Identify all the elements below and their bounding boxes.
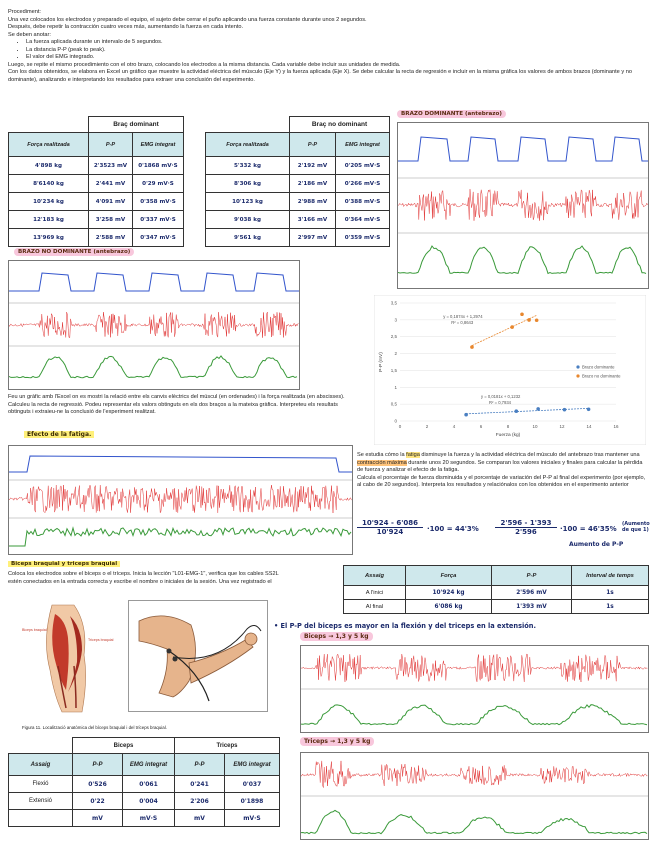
emg-chart-triceps bbox=[301, 753, 648, 839]
col-header: Força bbox=[406, 566, 492, 586]
y-tick-label: 0 bbox=[394, 418, 397, 424]
col-header: Assaig bbox=[9, 754, 73, 776]
data-point bbox=[470, 345, 474, 349]
cell: 3'258 mV bbox=[89, 211, 133, 229]
table-row bbox=[9, 175, 184, 193]
equation-label: y = 0,0181x + 0,1232 bbox=[481, 394, 521, 400]
text-span: Se estudia cómo la bbox=[357, 452, 407, 458]
cell: mV bbox=[175, 810, 225, 827]
y-tick-label: 3,5 bbox=[390, 300, 397, 306]
triceps-chart-label bbox=[300, 738, 374, 745]
intro-line: Una vez colocados los electrodos y preparado el equipo, el sujeto debe cerrar el puño aplicando una fuerza constante durante unos 2 segundos. bbox=[8, 16, 367, 23]
table-row bbox=[206, 157, 390, 175]
cell: 9'038 kg bbox=[206, 211, 290, 229]
y-tick-label: 1,5 bbox=[390, 367, 397, 373]
cell: 0'1868 mV·S bbox=[133, 157, 184, 175]
cell: 2'3523 mV bbox=[89, 157, 133, 175]
cell: Extensió bbox=[9, 793, 73, 810]
cell: 2'206 bbox=[175, 793, 225, 810]
intro-line: Procediment: bbox=[8, 9, 41, 15]
calculations bbox=[357, 519, 649, 561]
list-item: • La distancia P-P (peak to peak). bbox=[26, 47, 648, 55]
cell: Al final bbox=[344, 600, 406, 614]
emg-panel-dominant bbox=[397, 122, 649, 289]
fatigue-text bbox=[357, 452, 649, 490]
data-point bbox=[563, 408, 567, 412]
emg-panel-triceps bbox=[300, 752, 649, 840]
calc-note: (Aumento de que 1) bbox=[622, 521, 650, 533]
x-tick-label: 14 bbox=[586, 424, 592, 429]
y-tick-label: 3 bbox=[394, 317, 397, 323]
cell: 1s bbox=[572, 600, 649, 614]
table-row bbox=[9, 776, 280, 793]
table-row bbox=[9, 211, 184, 229]
cell: 0'359 mV·S bbox=[336, 229, 390, 247]
x-tick-label: 4 bbox=[452, 424, 456, 429]
col-header: Assaig bbox=[344, 566, 406, 586]
col-header: Força realitzada bbox=[206, 133, 290, 157]
label-text: Efecto de la fatiga. bbox=[24, 431, 94, 438]
table-row bbox=[206, 211, 390, 229]
label-text: Biceps → 1,3 y 5 kg bbox=[300, 632, 373, 641]
intro-line: Con los datos obtenidos, se elabora en Excel un gráfico que muestre la actividad eléctrica del músculo (Eje Y) y la fuerza aplicada (Eje X). Se debe calcular la recta de regresión e incluir en la misma gráfica los valores de ambos brazos (dominante y no dominante), analizando e interpretando los resultados para extraer una conclusión del experimento. bbox=[8, 69, 632, 83]
table-row bbox=[9, 810, 280, 827]
list-item: • El valor del EMG integrado. bbox=[26, 54, 648, 62]
fatigue-table bbox=[343, 565, 649, 614]
emg-trace bbox=[398, 189, 648, 221]
col-header: EMG integrat bbox=[225, 754, 280, 776]
intro-list bbox=[8, 39, 648, 62]
cell: 0'205 mV·S bbox=[336, 157, 390, 175]
fatigue-paragraph: Calcula el porcentaje de fuerza disminuida y el porcentaje de variación del P-P al final del experimento (por ejemplo, al cabo de 20 segundos). Interpreta los resultados y relaciónalos con los obtenidos en el experimento anterior bbox=[357, 474, 646, 489]
cell: 1'393 mV bbox=[492, 600, 572, 614]
text-span: disminuye la fuerza y la actividad eléctrica del músculo del antebrazo tras mantener una bbox=[419, 452, 640, 458]
cell: 2'192 mV bbox=[290, 157, 336, 175]
cell: 0'526 bbox=[73, 776, 123, 793]
label-text: Biceps braquial y triceps braquial bbox=[8, 561, 120, 567]
scatter-caption: Feu un gràfic amb l'Excel on es mostri la relació entre els canvis elèctrics del múscul (en ordenades) i la força realitzada (en abscisses). Calculeu la recta de regressió. Podeu representar els valors obtinguts en els dos braços a la mateixa gràfica. Interpreteu els resultats obtinguts i extraieu-ne la conclusió de l'experiment realitzat. bbox=[8, 394, 345, 416]
emg-panel-nondominant bbox=[8, 260, 300, 390]
figure-caption: Figura 11. Localització anatòmica del bíceps braquial i del tríceps braquial. bbox=[22, 725, 167, 730]
calc-denominator: 10'924 bbox=[376, 528, 404, 536]
nondominant-table bbox=[205, 116, 390, 247]
cell: 0'29 mV·S bbox=[133, 175, 184, 193]
col-header: P-P bbox=[175, 754, 225, 776]
cell: 10'123 kg bbox=[206, 193, 290, 211]
cell: 2'988 mV bbox=[290, 193, 336, 211]
cell: 0'347 mV·S bbox=[133, 229, 184, 247]
cell: 10'924 kg bbox=[406, 586, 492, 600]
col-header: P-P bbox=[73, 754, 123, 776]
emg-panel-biceps bbox=[300, 645, 649, 733]
x-tick-label: 12 bbox=[559, 424, 565, 429]
label-triceps: Triceps braquial bbox=[88, 638, 114, 642]
cell: 6'086 kg bbox=[406, 600, 492, 614]
cell: 2'186 mV bbox=[290, 175, 336, 193]
dominant-table bbox=[8, 116, 184, 247]
data-point bbox=[520, 312, 524, 316]
table-row bbox=[206, 175, 390, 193]
cell: 4'091 mV bbox=[89, 193, 133, 211]
data-point bbox=[587, 408, 591, 412]
table-row bbox=[344, 586, 649, 600]
emg-trace bbox=[301, 654, 647, 682]
label-text: Triceps → 1,3 y 5 kg bbox=[300, 737, 374, 746]
legend-label: Brazo no dominante bbox=[582, 373, 621, 379]
calc-denominator: 2'596 bbox=[515, 528, 537, 536]
cell: 0'364 mV·S bbox=[336, 211, 390, 229]
cell: 2'596 mV bbox=[492, 586, 572, 600]
y-tick-label: 1 bbox=[394, 384, 397, 390]
intro-line: Se deben anotar: bbox=[8, 31, 51, 38]
cell: 0'388 mV·S bbox=[336, 193, 390, 211]
chart-frame bbox=[374, 295, 646, 445]
table-row bbox=[9, 157, 184, 175]
cell: 12'183 kg bbox=[9, 211, 89, 229]
table-group-header: Biceps bbox=[73, 738, 175, 754]
cell: 2'441 mV bbox=[89, 175, 133, 193]
table-row bbox=[9, 193, 184, 211]
cell: 8'306 kg bbox=[206, 175, 290, 193]
legend-marker bbox=[576, 374, 579, 377]
calc-numerator: 10'924 - 6'086 bbox=[357, 519, 423, 528]
biceps-chart-label bbox=[300, 633, 373, 640]
data-point bbox=[535, 318, 539, 322]
col-header: Interval de temps bbox=[572, 566, 649, 586]
emg-trace bbox=[9, 312, 299, 338]
data-point bbox=[536, 407, 540, 411]
cell: 0'358 mV·S bbox=[133, 193, 184, 211]
cell: 0'337 mV·S bbox=[133, 211, 184, 229]
table-row bbox=[206, 229, 390, 247]
cell: 2'588 mV bbox=[89, 229, 133, 247]
label-biceps: Biceps braquial bbox=[22, 628, 47, 632]
r2-label: R² = 0,7934 bbox=[489, 400, 511, 406]
cell: 0'037 bbox=[225, 776, 280, 793]
intro-text bbox=[8, 9, 648, 84]
col-header: Força realitzada bbox=[9, 133, 89, 157]
biceps-triceps-table bbox=[8, 737, 280, 827]
biceps-text: Coloca los electrodos sobre el bíceps o el tríceps. Inicia la lección "L01-EMG-1", verifica que los cables SS2L estén conectados en la entrada correcta y escribe el nombre o iniciales de la sesión. Una vez registrado el bbox=[8, 571, 279, 585]
table-row bbox=[206, 193, 390, 211]
efecto-fatiga-label bbox=[24, 431, 94, 438]
col-header: P-P bbox=[89, 133, 133, 157]
emg-trace bbox=[301, 761, 647, 788]
intro-line: Después, debe repetir la contracción cuatro veces más, aumentando la fuerza en cada intento. bbox=[8, 24, 244, 31]
cell: 2'997 mV bbox=[290, 229, 336, 247]
data-point bbox=[510, 325, 514, 329]
cell: mV·S bbox=[225, 810, 280, 827]
table-row bbox=[9, 793, 280, 810]
cell: 0'266 mV·S bbox=[336, 175, 390, 193]
cell: 5'332 kg bbox=[206, 157, 290, 175]
emg-chart-fatigue bbox=[9, 446, 352, 554]
cell: 9'561 kg bbox=[206, 229, 290, 247]
x-tick-label: 8 bbox=[506, 424, 510, 429]
scatter-chart-container bbox=[374, 295, 646, 445]
brazo-no-dominante-label bbox=[14, 249, 134, 255]
muscle-anatomy-illustration bbox=[22, 600, 120, 715]
emg-chart-nondominant bbox=[9, 261, 299, 389]
x-tick-label: 10 bbox=[532, 424, 538, 429]
cell: 0'061 bbox=[123, 776, 175, 793]
data-point bbox=[514, 409, 518, 413]
table-group-header: Braç dominant bbox=[89, 117, 184, 133]
y-tick-label: 2,5 bbox=[390, 334, 397, 340]
cell: 4'898 kg bbox=[9, 157, 89, 175]
x-axis-label: Fuerza (kg) bbox=[495, 433, 521, 438]
list-item: • La fuerza aplicada durante un intervalo de 5 segundos. bbox=[26, 39, 648, 47]
cell: mV bbox=[73, 810, 123, 827]
col-header: EMG integrat bbox=[133, 133, 184, 157]
emg-chart-biceps bbox=[301, 646, 648, 732]
calc-result: ·100 = 46'35% bbox=[560, 525, 617, 533]
data-point bbox=[527, 318, 531, 322]
col-header: P-P bbox=[290, 133, 336, 157]
label-text: BRAZO DOMINANTE (antebrazo) bbox=[397, 110, 506, 118]
cell: 10'234 kg bbox=[9, 193, 89, 211]
x-tick-label: 6 bbox=[479, 424, 483, 429]
col-header: EMG integrat bbox=[123, 754, 175, 776]
cell: 1s bbox=[572, 586, 649, 600]
equation-label: y = 0,1874x + 1,2974 bbox=[443, 314, 483, 320]
y-tick-label: 0,5 bbox=[390, 401, 397, 407]
table-row bbox=[344, 600, 649, 614]
cell: 3'166 mV bbox=[290, 211, 336, 229]
cell: 8'6140 kg bbox=[9, 175, 89, 193]
emg-trace bbox=[9, 485, 351, 513]
pp-note: • El P-P del biceps es mayor en la flexión y del triceps en la extensión. bbox=[274, 622, 536, 630]
intro-line: Luego, se repite el mismo procedimiento con el otro brazo, colocando los electrodos a la misma distancia. Cada variable debe incluir sus unidades de medida. bbox=[8, 61, 401, 68]
arm-muscles-image bbox=[22, 600, 120, 715]
cell: 0'004 bbox=[123, 793, 175, 810]
x-tick-label: 16 bbox=[613, 424, 619, 429]
col-header: P-P bbox=[492, 566, 572, 586]
scatter-chart bbox=[374, 295, 646, 445]
y-tick-label: 2 bbox=[394, 351, 397, 357]
calc-result: ·100 = 44'3% bbox=[427, 525, 479, 533]
brazo-dominante-label bbox=[397, 111, 506, 117]
cell: mV·S bbox=[123, 810, 175, 827]
data-point bbox=[464, 413, 468, 417]
table-row bbox=[9, 229, 184, 247]
y-axis-label: P-P (mV) bbox=[379, 352, 384, 372]
cell: 0'1898 bbox=[225, 793, 280, 810]
x-tick-label: 0 bbox=[398, 424, 402, 429]
table-group-header: Triceps bbox=[175, 738, 280, 754]
cell bbox=[9, 810, 73, 827]
cell: 0'22 bbox=[73, 793, 123, 810]
legend-label: Brazo dominante bbox=[582, 364, 615, 370]
x-tick-label: 2 bbox=[425, 424, 429, 429]
highlight-contraccion: contracción máxima bbox=[357, 459, 407, 466]
r2-label: R² = 0,8643 bbox=[451, 320, 474, 326]
biceps-triceps-label bbox=[8, 561, 120, 567]
table-group-header: Braç no dominant bbox=[290, 117, 390, 133]
label-text: BRAZO NO DOMINANTE (antebrazo) bbox=[14, 248, 134, 256]
arm-with-electrodes-image bbox=[129, 601, 267, 711]
cell: A l'inici bbox=[344, 586, 406, 600]
calc-note: Aumento de P-P bbox=[569, 541, 624, 548]
cell: 0'241 bbox=[175, 776, 225, 793]
calc-numerator: 2'596 - 1'393 bbox=[495, 519, 557, 528]
cell: 13'969 kg bbox=[9, 229, 89, 247]
arm-electrode-illustration bbox=[128, 600, 268, 712]
emg-panel-fatigue bbox=[8, 445, 353, 555]
text-span: durante unos 20 segundos. Se comparan los valores iniciales y finales para calcular la pérdida de fuerza y analizar el efecto de la fatiga. bbox=[357, 459, 643, 474]
emg-chart-dominant bbox=[398, 123, 648, 288]
cell: Flexió bbox=[9, 776, 73, 793]
highlight-fatiga: fatiga bbox=[406, 452, 420, 458]
col-header: EMG integrat bbox=[336, 133, 390, 157]
legend-marker bbox=[576, 365, 579, 368]
